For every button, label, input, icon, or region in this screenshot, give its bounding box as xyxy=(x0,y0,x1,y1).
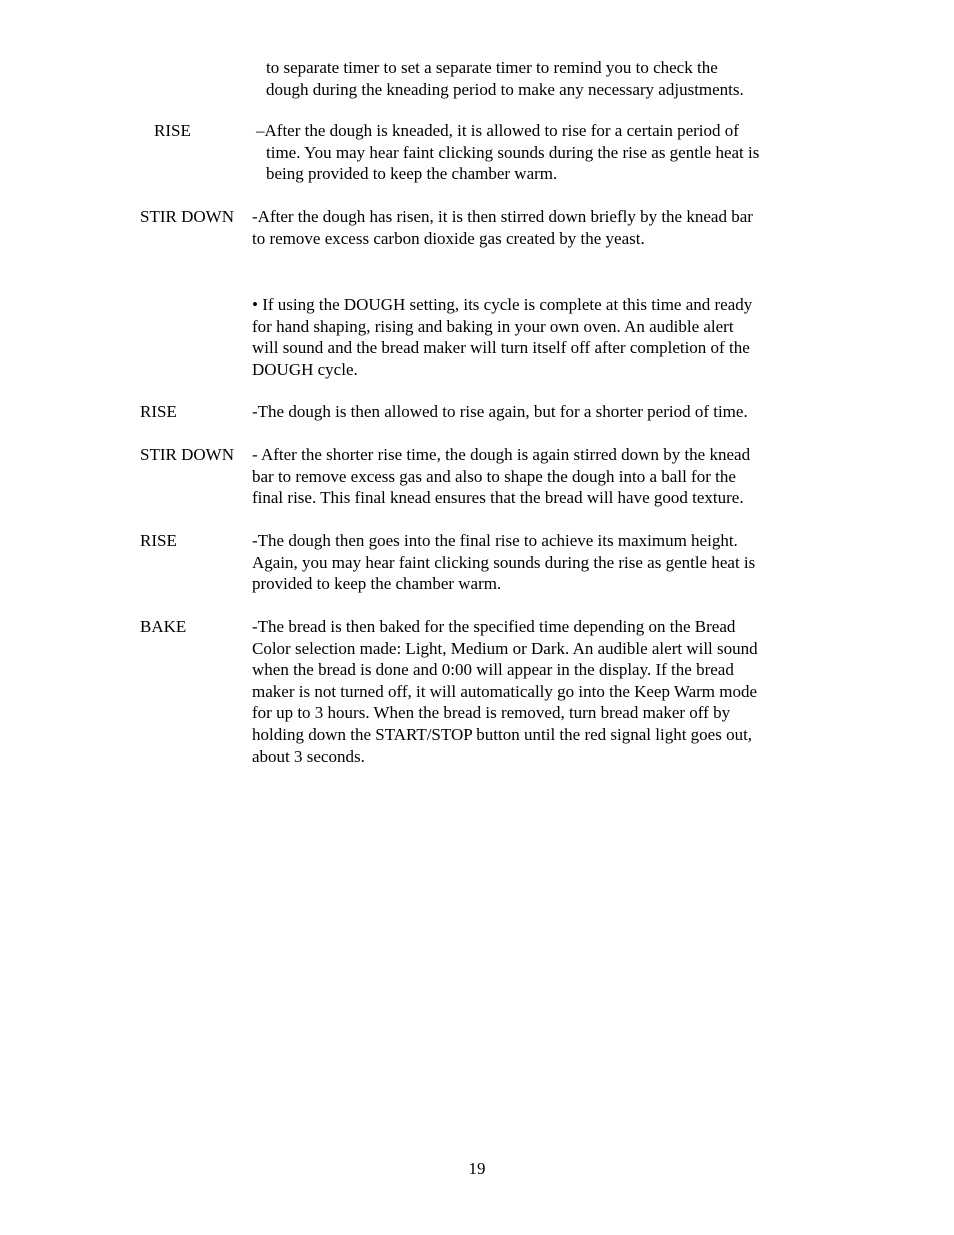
text-line: • If using the DOUGH setting, its cycle is complete at this time and ready xyxy=(252,295,753,314)
step-description-bake xyxy=(252,616,758,767)
text-line: will sound and the bread maker will turn itself off after completion of the xyxy=(252,338,750,358)
step-description-rise-2 xyxy=(252,401,748,423)
text-line: time. You may hear faint clicking sounds during the rise as gentle heat is xyxy=(266,142,760,162)
text-line: maker is not turned off, it will automatically go into the Keep Warm mode xyxy=(252,681,758,701)
text-line: for up to 3 hours. When the bread is removed, turn bread maker off by xyxy=(252,703,731,723)
step-term-rise: RISE xyxy=(154,121,191,140)
text-line: DOUGH cycle. xyxy=(252,359,358,379)
text-line: for hand shaping, rising and baking in your own oven. An audible alert xyxy=(252,316,734,336)
step-term-stir-down-2: STIR DOWN xyxy=(140,445,234,464)
step-term-stir-down: STIR DOWN xyxy=(140,207,234,226)
text-line: dough during the kneading period to make any necessary adjustments. xyxy=(266,79,744,99)
dough-setting-note xyxy=(252,294,752,380)
text-line: - After the shorter rise time, the dough is again stirred down by the knead xyxy=(252,445,751,464)
text-line: provided to keep the chamber warm. xyxy=(252,574,502,594)
page-number: 19 xyxy=(468,1159,486,1178)
continuation-paragraph xyxy=(266,57,744,100)
text-line: holding down the START/STOP button until the red signal light goes out, xyxy=(252,724,753,744)
text-line: Again, you may hear faint clicking sounds during the rise as gentle heat is xyxy=(252,552,756,572)
step-description-rise-3 xyxy=(252,530,755,595)
step-description-stir-down xyxy=(252,206,753,249)
step-description-stir-down-2 xyxy=(252,444,750,509)
text-line: being provided to keep the chamber warm. xyxy=(266,164,558,184)
step-term-bake: BAKE xyxy=(140,617,187,636)
text-line: final rise. This final knead ensures that the bread will have good texture. xyxy=(252,488,744,508)
step-description-rise xyxy=(256,120,759,185)
text-line: when the bread is done and 0:00 will appear in the display. If the bread xyxy=(252,660,734,680)
text-line: to remove excess carbon dioxide gas created by the yeast. xyxy=(252,228,645,248)
text-line: to separate timer to set a separate timer to remind you to check the xyxy=(266,58,718,77)
text-line: -The dough is then allowed to rise again, but for a shorter period of time. xyxy=(252,402,748,421)
text-line: about 3 seconds. xyxy=(252,746,365,766)
step-term-rise-3: RISE xyxy=(140,531,177,550)
text-line: –After the dough is kneaded, it is allowed to rise for a certain period of xyxy=(256,121,739,140)
text-line: -After the dough has risen, it is then stirred down briefly by the knead bar xyxy=(252,207,753,226)
text-line: -The dough then goes into the final rise to achieve its maximum height. xyxy=(252,531,738,550)
text-line: Color selection made: Light, Medium or Dark. An audible alert will sound xyxy=(252,638,758,658)
step-term-rise-2: RISE xyxy=(140,402,177,421)
text-line: -The bread is then baked for the specified time depending on the Bread xyxy=(252,617,736,636)
text-line: bar to remove excess gas and also to shape the dough into a ball for the xyxy=(252,466,736,486)
